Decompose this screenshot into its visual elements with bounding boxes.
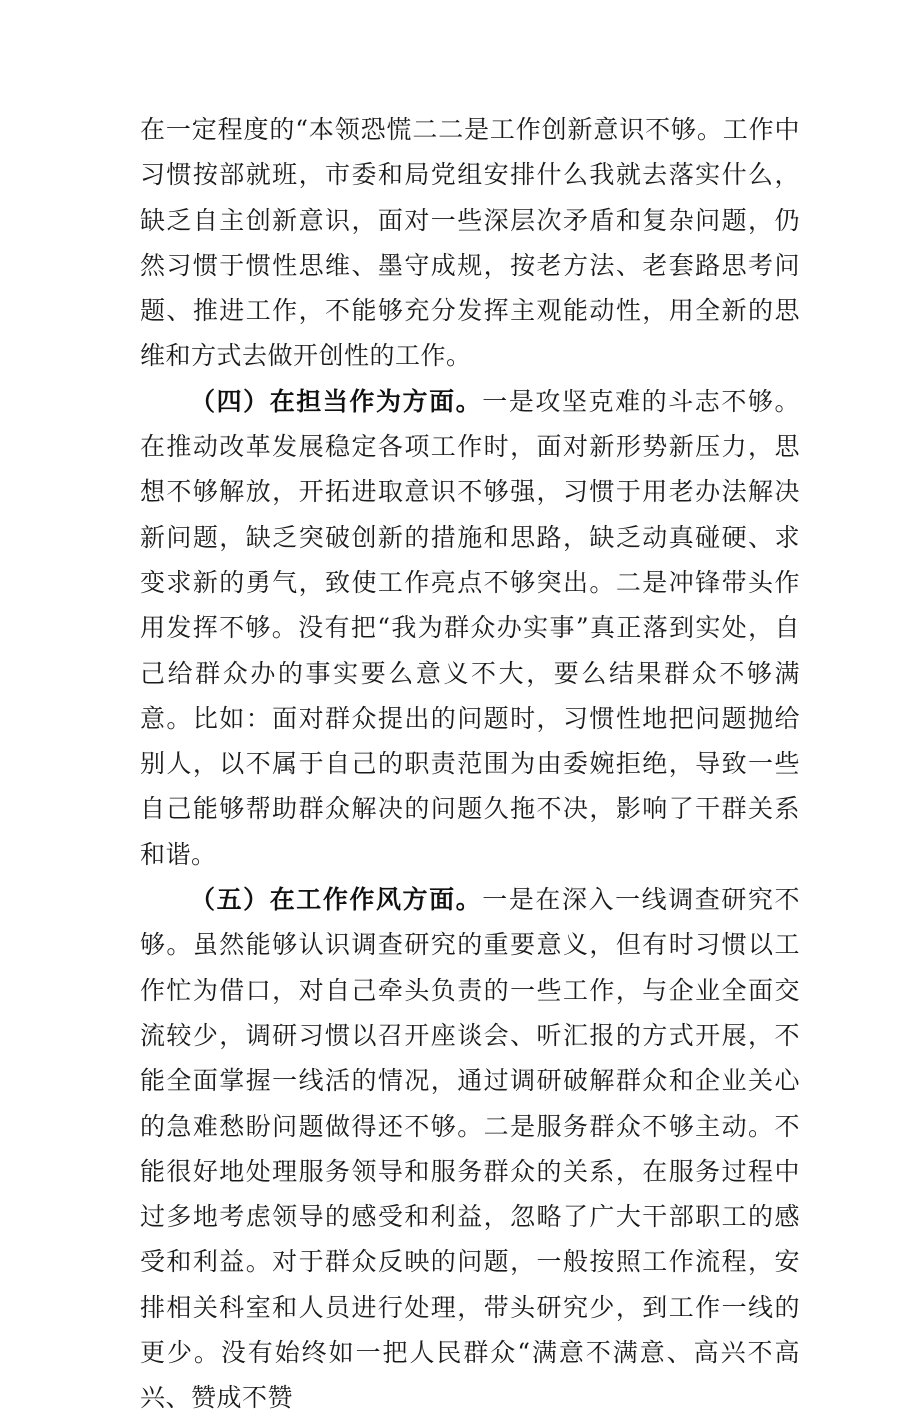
paragraph-1-text: 在一定程度的“本领恐慌二二是工作创新意识不够。工作中习惯按部就班，市委和局党组安排什么我就去落实什么，缺乏自主创新意识，面对一些深层次矛盾和复杂问题，仍然习惯于惯性思维、墨守成规，按老方法、老套路思考问题、推进工作，不能够充分发挥主观能动性，用全新的思维和方式去做开创性的工作。: [140, 115, 800, 371]
paragraph-1: [140, 107, 800, 379]
paragraph-3-heading: （五）在工作作风方面。: [190, 885, 483, 915]
document-body: [140, 107, 800, 1421]
paragraph-3-text: 一是在深入一线调查研究不够。虽然能够认识调查研究的重要意义，但有时习惯以工作忙为借口，对自己牵头负责的一些工作，与企业全面交流较少，调研习惯以召开座谈会、听汇报的方式开展，不能全面掌握一线活的情况，通过调研破解群众和企业关心的急难愁盼问题做得还不够。二是服务群众不够主动。不能很好地处理服务领导和服务群众的关系，在服务过程中过多地考虑领导的感受和利益，忽略了广大干部职工的感受和利益。对于群众反映的问题，一般按照工作流程，安排相关科室和人员进行处理，带头研究少，到工作一线的更少。没有始终如一把人民群众“满意不满意、高兴不高兴、赞成不赞: [140, 885, 800, 1413]
paragraph-2-text: 一是攻坚克难的斗志不够。在推动改革发展稳定各项工作时，面对新形势新压力，思想不够解放，开拓进取意识不够强，习惯于用老办法解决新问题，缺乏突破创新的措施和思路，缺乏动真碰硬、求变求新的勇气，致使工作亮点不够突出。二是冲锋带头作用发挥不够。没有把“我为群众办实事”真正落到实处，自己给群众办的事实要么意义不大，要么结果群众不够满意。比如：面对群众提出的问题时，习惯性地把问题抛给别人，以不属于自己的职责范围为由委婉拒绝，导致一些自己能够帮助群众解决的问题久拖不决，影响了干群关系和谐。: [140, 386, 800, 869]
paragraph-2: [140, 379, 800, 877]
paragraph-2-heading: （四）在担当作为方面。: [190, 386, 483, 416]
paragraph-3: [140, 877, 800, 1421]
